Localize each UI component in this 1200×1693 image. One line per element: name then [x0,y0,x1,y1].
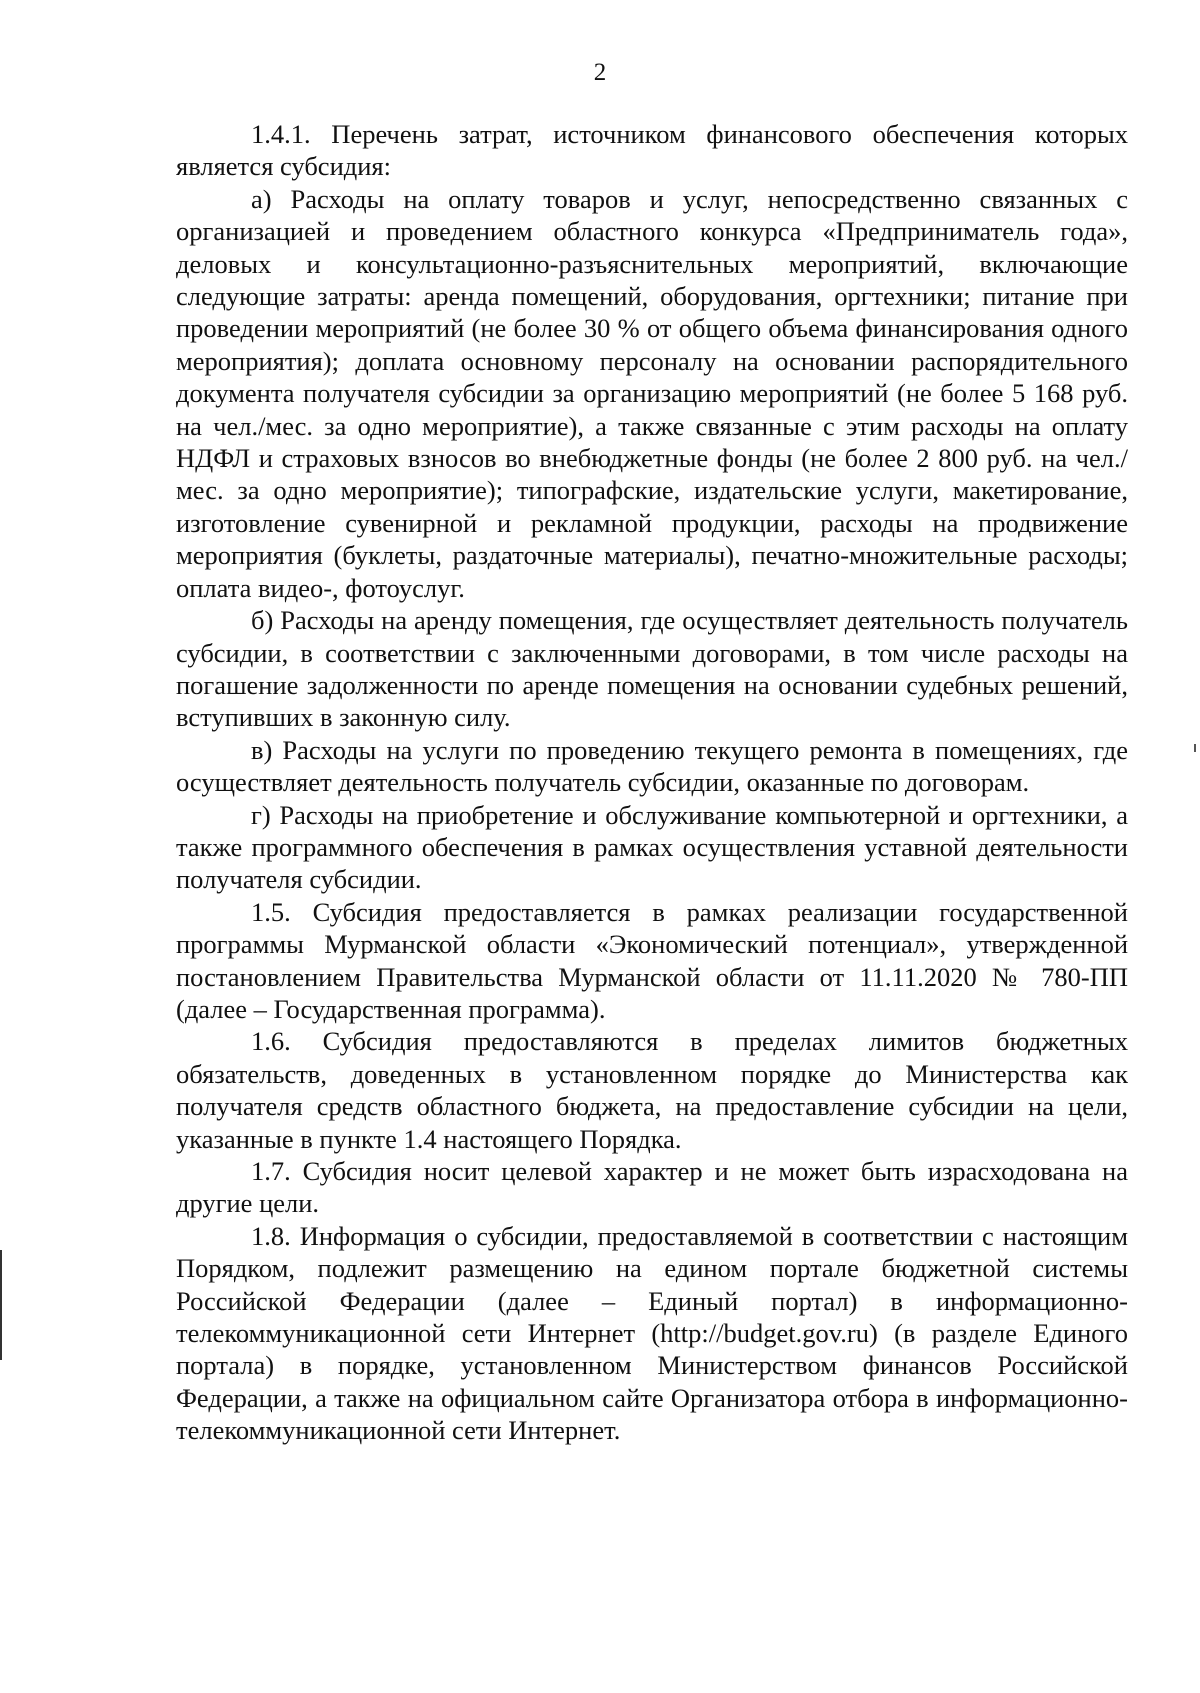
document-body [176,118,1128,1447]
paragraph-1-6: 1.6. Субсидия предоставляются в пределах лимитов бюджетных обязательств, доведенных в установленном порядке до Министерства как получателя средств областного бюджета, на предоставление субсидии на цели, указанные в пункте 1.4 настоящего Порядка. [176,1026,1128,1154]
paragraph-item-b: б) Расходы на аренду помещения, где осуществляет деятельность получатель субсидии, в соответствии с заключенными договорами, в том числе расходы на погашение задолженности по аренде помещения на основании судебных решений, вступивших в законную силу. [176,605,1128,733]
scan-edge-mark [0,1250,2,1360]
paragraph-1-5: 1.5. Субсидия предоставляется в рамках реализации государственной программы Мурманской области «Экономический потенциал», утвержденной постановлением Правительства Мурманской области от 11.11.2020 № 780-ПП (далее – Государственная программа). [176,896,1128,1024]
paragraph-1-8: 1.8. Информация о субсидии, предоставляемой в соответствии с настоящим Порядком, подлежит размещению на едином портале бюджетной системы Российской Федерации (далее – Единый портал) в информационно-телекоммуникационной сети Интернет (http://budget.gov.ru) (в разделе Единого портала) в порядке, установленном Министерством финансов Российской Федерации, а также на официальном сайте Организатора отбора в информационно-телекоммуникационной сети Интернет. [176,1220,1128,1446]
scan-artifact-mark [1194,744,1196,752]
page-number: 2 [593,59,607,86]
paragraph-1-4-1: 1.4.1. Перечень затрат, источником финансового обеспечения которых является субсидия: [176,119,1128,182]
paragraph-item-v: в) Расходы на услуги по проведению текущего ремонта в помещениях, где осуществляет деятельность получатель субсидии, оказанные по договорам. [176,734,1128,798]
paragraph-item-a: а) Расходы на оплату товаров и услуг, непосредственно связанных с организацией и проведением областного конкурса «Предприниматель года», деловых и консультационно-разъяснительных мероприятий, включающие следующие затраты: аренда помещений, оборудования, оргтехники; питание при проведении мероприятий (не более 30 % от общего объема финансирования одного мероприятия); доплата основному персоналу на основании распорядительного документа получателя субсидии за организацию мероприятий (не более 5 168 руб. на чел./мес. за одно мероприятие), а также связанные с этим расходы на оплату НДФЛ и страховых взносов во внебюджетные фонды (не более 2 800 руб. на чел./мес. за одно мероприятие); типографские, издательские услуги, макетирование, изготовление сувенирной и рекламной продукции, расходы на продвижение мероприятия (буклеты, раздаточные материалы), печатно-множительные расходы; оплата видео-, фотоуслуг. [176,183,1128,603]
paragraph-1-7: 1.7. Субсидия носит целевой характер и не может быть израсходована на другие цели. [176,1156,1128,1219]
paragraph-item-g: г) Расходы на приобретение и обслуживание компьютерной и оргтехники, а также программного обеспечения в рамках осуществления уставной деятельности получателя субсидии. [176,799,1128,895]
